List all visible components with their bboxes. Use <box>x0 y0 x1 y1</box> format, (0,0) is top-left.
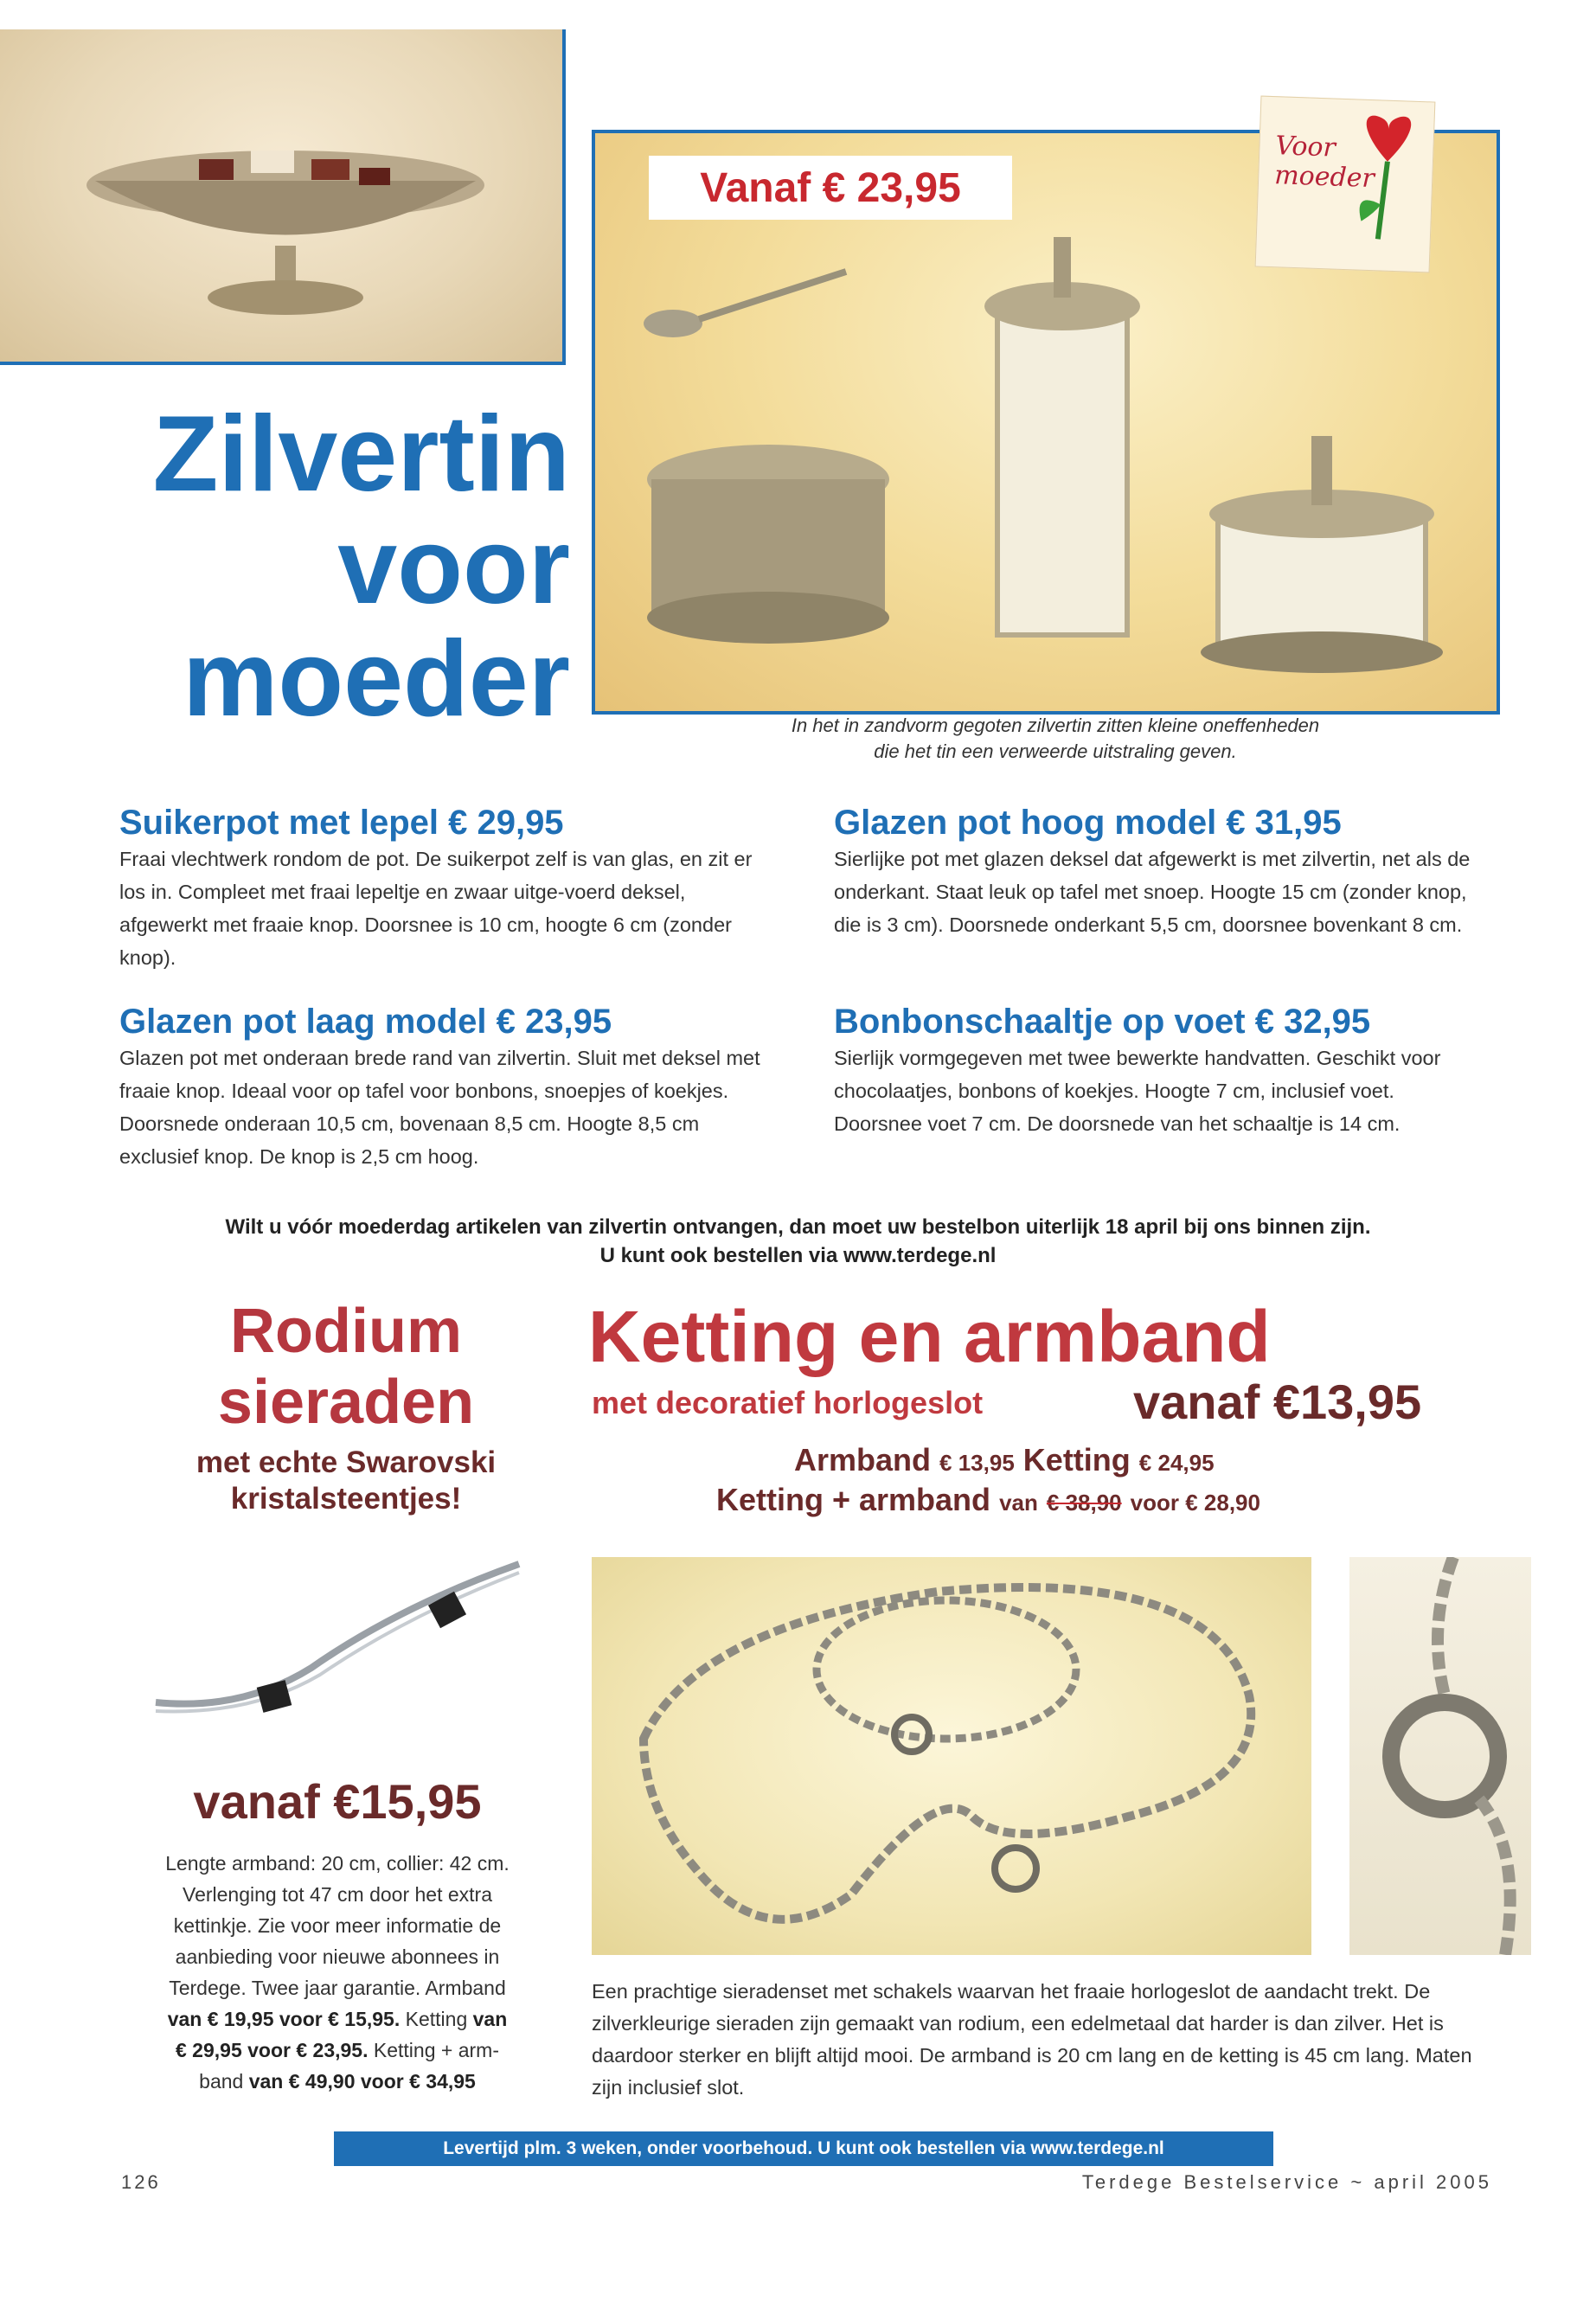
rodium-subtitle <box>121 1445 571 1517</box>
ketting-subtitle: met decoratief horlogeslot <box>592 1385 984 1420</box>
rodium-details-line7 <box>121 2035 554 2066</box>
product-description: Sierlijke pot met glazen deksel dat afgewerkt is met zilvertin, net als de onderkant. Staat leuk op tafel met snoep. Hoogte 15 cm (zonder knop, die is 3 cm). Doorsnede onderkant 5,5 cm, doorsnee bovenkant 8 cm. <box>834 848 1471 936</box>
product-title: Glazen pot laag model € 23,95 <box>119 1003 612 1041</box>
page-number: 126 <box>121 2171 161 2193</box>
rodium-subtitle-line2: kristalsteentjes! <box>230 1482 462 1516</box>
rodium-details-line3: kettinkje. Zie voor meer informatie de <box>173 1914 502 1937</box>
heart-rose-icon <box>1343 108 1431 249</box>
ketting-label: Ketting <box>1022 1442 1131 1477</box>
rodium-details-line1: Lengte armband: 20 cm, collier: 42 cm. <box>165 1852 510 1875</box>
silver-bowl-photo <box>0 29 566 365</box>
bowl-illustration <box>0 29 562 362</box>
voor-moeder-badge <box>1255 96 1436 273</box>
caption-line1: In het in zandvorm gegoten zilvertin zitten kleine oneffenheden <box>791 715 1320 736</box>
rodium-details-line8 <box>121 2066 554 2097</box>
armband-label: Armband <box>794 1442 932 1477</box>
rodium-title <box>138 1296 554 1438</box>
notice-line2: U kunt ook bestellen via www.terdege.nl <box>599 1244 997 1267</box>
product-suikerpot <box>119 803 777 974</box>
rodium-title-line2: sieraden <box>217 1368 475 1437</box>
horlogeslot-closeup-photo <box>1349 1557 1531 1955</box>
hero-title-line2: voor <box>337 507 570 626</box>
armband-price-detail: van € 19,95 voor € 15,95. <box>167 2008 401 2030</box>
hero-title-line1: Zilvertin <box>152 394 570 514</box>
hero-price-tag: Vanaf € 23,95 <box>649 156 1012 220</box>
rodium-details <box>121 1848 554 2097</box>
armband-price: € 13,95 <box>939 1450 1015 1476</box>
rodium-details-line6 <box>121 2003 554 2035</box>
combo-label-detail: Ketting + arm- <box>368 2039 499 2061</box>
ketting-price-line1 <box>794 1441 1215 1482</box>
product-bonbonschaaltje <box>834 1002 1483 1140</box>
combo-new-price: voor € 28,90 <box>1130 1490 1260 1516</box>
ketting-van-detail: van <box>472 2008 508 2030</box>
badge-text: Voor moeder <box>1273 131 1375 195</box>
delivery-bar: Levertijd plm. 3 weken, onder voorbehoud. U kunt ook bestellen via www.terdege.nl <box>334 2131 1273 2166</box>
caption-line2: die het tin een verweerde uitstraling geven. <box>874 740 1237 762</box>
rodium-details-line4: aanbieding voor nieuwe abonnees in <box>175 1945 500 1968</box>
combo-label: Ketting + armband <box>716 1482 991 1517</box>
rodium-subtitle-line1: met echte Swarovski <box>195 1445 497 1479</box>
product-title: Glazen pot hoog model € 31,95 <box>834 804 1342 842</box>
product-glazen-pot-hoog <box>834 803 1483 941</box>
rodium-details-line5: Terdege. Twee jaar garantie. Armband <box>169 1977 506 1999</box>
order-notice <box>87 1213 1509 1270</box>
publication-footer: Terdege Bestelservice ~ april 2005 <box>1081 2171 1492 2193</box>
product-description: Fraai vlechtwerk rondom de pot. De suikerpot zelf is van glas, en zit er los in. Compleet met fraai lepeltje en zwaar uitge-voerd deksel, afgewerkt met fraaie knop. Doorsnee is 10 cm, hoogte 6 cm (zonder knop). <box>119 848 753 969</box>
rodium-details-line2: Verlenging tot 47 cm door het extra <box>183 1883 492 1906</box>
ketting-label-price: € 24,95 <box>1138 1450 1215 1476</box>
ketting-price: vanaf €13,95 <box>1133 1375 1422 1429</box>
combo-price-detail: van € 49,90 voor € 34,95 <box>248 2070 476 2093</box>
bracelet-illustration <box>138 1555 536 1763</box>
clasp-illustration <box>1349 1557 1531 1955</box>
product-glazen-pot-laag <box>119 1002 777 1173</box>
band-label-detail: band <box>199 2070 249 2093</box>
product-description: Sierlijk vormgegeven met twee bewerkte handvatten. Geschikt voor chocolaatjes, bonbons of koekjes. Hoogte 7 cm, inclusief voet. Doorsnee voet 7 cm. De doorsnede van het schaaltje is 14 cm. <box>834 1047 1441 1135</box>
ketting-price-line2 <box>716 1481 1260 1522</box>
rodium-bracelet-photo <box>138 1555 536 1763</box>
combo-van: van <box>999 1490 1038 1516</box>
rodium-title-line1: Rodium <box>230 1297 462 1366</box>
ketting-armband-photo <box>592 1557 1311 1955</box>
hero-title-line3: moeder <box>183 619 570 739</box>
photo-caption <box>623 713 1488 765</box>
ketting-title: Ketting en armband <box>588 1296 1271 1377</box>
notice-line1: Wilt u vóór moederdag artikelen van zilvertin ontvangen, dan moet uw bestelbon uiterlijk 18 april bij ons binnen zijn. <box>225 1215 1371 1239</box>
product-title: Suikerpot met lepel € 29,95 <box>119 804 564 842</box>
ketting-price-detail: € 29,95 voor € 23,95. <box>176 2039 369 2061</box>
ketting-description: Een prachtige sieradenset met schakels waarvan het fraaie horlogeslot de aandacht trekt. De zilverkleurige sieraden zijn gemaakt van rodium, een edelmetaal dat harder is dan zilver. Het is daardoor sterker en blijft altijd mooi. De armband is 20 cm lang en de ketting is 45 cm lang. Maten zijn inclusief slot. <box>592 1980 1472 2099</box>
product-title: Bonbonschaaltje op voet € 32,95 <box>834 1003 1371 1041</box>
rodium-price: vanaf €15,95 <box>193 1774 482 1829</box>
combo-old-price: € 38,90 <box>1046 1490 1122 1516</box>
chain-illustration <box>592 1557 1311 1955</box>
product-description: Glazen pot met onderaan brede rand van zilvertin. Sluit met deksel met fraaie knop. Ideaal voor op tafel voor bonbons, snoepjes of koekjes. Doorsnede onderaan 10,5 cm, bovenaan 8,5 cm. Hoogte 8,5 cm exclusief knop. De knop is 2,5 cm hoog. <box>119 1047 760 1168</box>
ketting-label-detail: Ketting <box>400 2008 473 2030</box>
